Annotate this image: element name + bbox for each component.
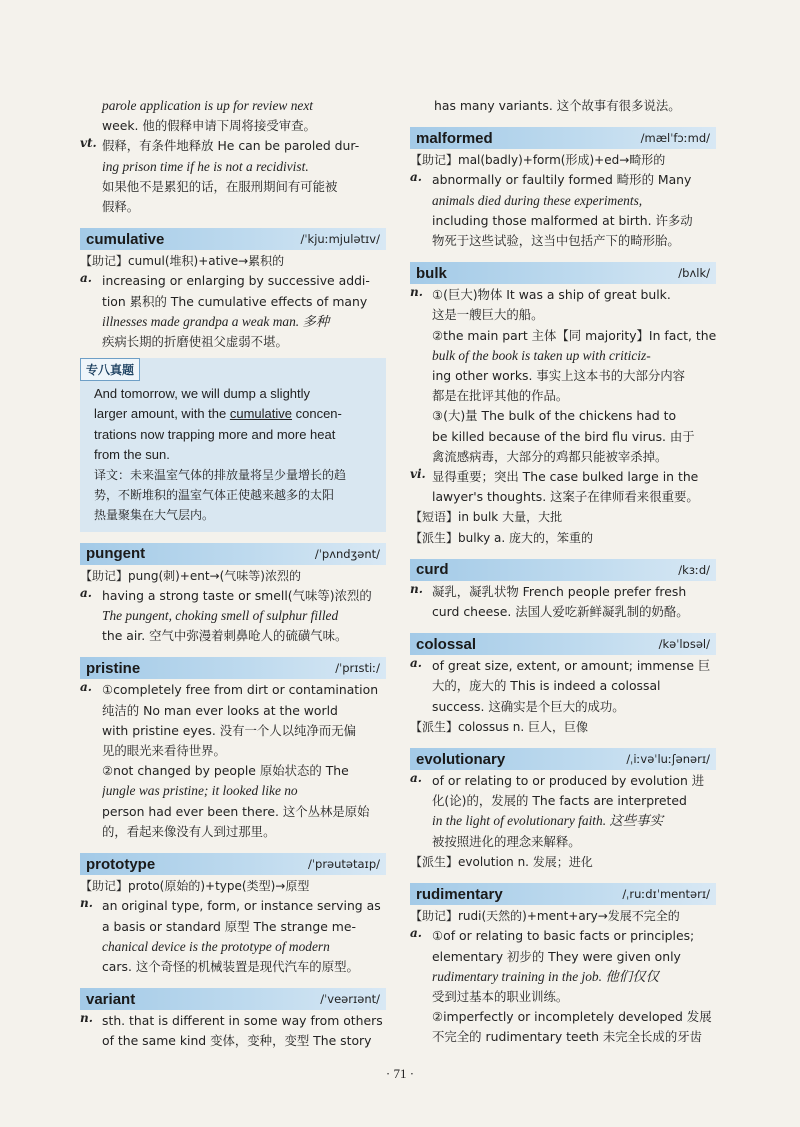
headword: cumulative	[86, 230, 165, 248]
phonetic: /ˈkjuːmjulətɪv/	[300, 232, 380, 247]
definition-line: 大的，庞大的 This is indeed a colossal	[432, 678, 661, 694]
definition-line: illnesses made grandpa a weak man. 多种	[102, 313, 330, 329]
definition-line: 化(论)的，发展的 The facts are interpreted	[432, 793, 687, 809]
left-column	[80, 96, 386, 1052]
definition-line: 假释，有条件地释放 He can be paroled dur-	[102, 138, 360, 154]
definition-line: ②imperfectly or incompletely developed 发展	[432, 1009, 712, 1025]
pos-label: n.	[410, 581, 423, 596]
sense	[80, 680, 386, 842]
definition-line: of the same kind 变体，变种，变型 The story	[102, 1033, 372, 1049]
headword: pristine	[86, 659, 141, 677]
translation-line: 译文：未来温室气体的排放量将呈少量增长的趋	[94, 468, 347, 483]
mnemonic: 【助记】rudi(天然的)+ment+ary→发展不完全的	[410, 909, 680, 924]
headword: variant	[86, 990, 136, 1008]
phonetic: /ˌruːdɪˈmentərɪ/	[622, 887, 710, 902]
pos-label: n.	[80, 1011, 93, 1026]
exam-text: larger amount, with the	[94, 406, 230, 422]
right-column	[410, 96, 716, 1048]
pos-label: a.	[80, 585, 92, 600]
definition-line: 的，看起来像没有人到过那里。	[102, 823, 276, 839]
definition-line: 见的眼光来看待世界。	[102, 743, 226, 759]
exam-label: 专八真题	[80, 358, 140, 381]
sense	[80, 896, 386, 977]
entry-header-colossal	[410, 633, 716, 655]
definition-line: 纯洁的 No man ever looks at the world	[102, 702, 338, 718]
page-number: · 71 ·	[385, 1066, 415, 1081]
entry-header-pungent	[80, 543, 386, 565]
sense	[410, 926, 716, 1047]
definition-line: ①(巨大)物体 It was a ship of great bulk.	[432, 287, 671, 303]
definition-line: person had ever been there. 这个丛林是原始	[102, 803, 370, 819]
definition-line: having a strong taste or smell(气味等)浓烈的	[102, 587, 372, 603]
highlighted-word: cumulative	[229, 406, 292, 422]
phonetic: /ˌiːvəˈluːʃənərɪ/	[626, 752, 710, 767]
definition-line: 疾病长期的折磨使祖父虚弱不堪。	[102, 334, 288, 350]
sense-noun	[410, 285, 716, 467]
translation-line: 势，不断堆积的温室气体正使越来越多的太阳	[94, 488, 335, 503]
definition-line: 不完全的 rudimentary teeth 未完全长成的牙齿	[432, 1029, 702, 1045]
definition-line: 禽流感病毒，大部分的鸡都只能被宰杀掉。	[432, 448, 668, 464]
mnemonic: 【助记】pung(刺)+ent→(气味等)浓烈的	[80, 568, 301, 583]
definition-line: chanical device is the prototype of modern	[102, 938, 330, 954]
mnemonic: 【助记】proto(原始的)+type(类型)→原型	[80, 879, 310, 894]
sense	[410, 656, 716, 717]
pos-label: a.	[80, 680, 92, 695]
definition-line: 都是在批评其他的作品。	[432, 388, 569, 404]
definition-line: animals died during these experiments,	[432, 192, 643, 208]
headword: bulk	[416, 264, 447, 282]
definition-line: bulk of the book is taken up with criticiz-	[432, 347, 651, 363]
exam-box	[80, 358, 386, 531]
definition-line: the air. 空气中弥漫着刺鼻呛人的硫磺气味。	[102, 628, 348, 644]
headword: colossal	[416, 635, 477, 653]
sense	[410, 582, 716, 622]
pos-label: vt.	[80, 136, 97, 151]
definition-line: 这是一艘巨大的船。	[432, 307, 544, 323]
definition-line: cars. 这个奇怪的机械装置是现代汽车的原型。	[102, 958, 359, 974]
definition-line: 受到过基本的职业训练。	[432, 988, 569, 1004]
sense	[80, 1011, 386, 1051]
definition-line: of or relating to or produced by evolution 进	[432, 773, 705, 789]
definition-line: abnormally or faultily formed 畸形的 Many	[432, 172, 692, 188]
definition-line: 凝乳，凝乳状物 French people prefer fresh	[432, 583, 687, 599]
definition-line: an original type, form, or instance serving as	[102, 898, 381, 914]
phonetic: /kɜːd/	[678, 562, 710, 577]
sense	[80, 271, 386, 352]
translation-line: 热量聚集在大气层内。	[94, 508, 215, 523]
definition-line: increasing or enlarging by successive addi-	[102, 273, 370, 289]
derivative: 【派生】evolution n. 发展；进化	[410, 854, 593, 869]
definition-line: elementary 初步的 They were given only	[432, 948, 681, 964]
definition-line: 假释。	[102, 199, 140, 215]
exam-line: from the sun.	[94, 446, 170, 462]
phonetic: /ˈprəutətaɪp/	[307, 857, 380, 872]
definition-line: in the light of evolutionary faith. 这些事实	[432, 813, 663, 829]
pos-label: vi.	[410, 467, 426, 482]
definition-line: 显得重要；突出 The case bulked large in the	[432, 469, 699, 485]
entry-header-curd	[410, 559, 716, 581]
headword: curd	[416, 561, 449, 579]
example-line: parole application is up for review next	[102, 98, 313, 113]
definition-line: jungle was pristine; it looked like no	[102, 783, 298, 799]
headword: evolutionary	[416, 750, 506, 768]
derivative: 【派生】colossus n. 巨人，巨像	[410, 719, 589, 734]
definition-line: The pungent, choking smell of sulphur filled	[102, 608, 339, 624]
example-line: has many variants. 这个故事有很多说法。	[434, 98, 681, 113]
definition-line: ing prison time if he is not a recidivist.	[102, 158, 309, 174]
entry-header-malformed	[410, 127, 716, 149]
definition-line: ①completely free from dirt or contamination	[102, 682, 379, 698]
example-line: week. 他的假释申请下周将接受审查。	[102, 118, 316, 134]
phonetic: /ˈprɪstiː/	[335, 661, 380, 676]
definition-line: sth. that is different in some way from others	[102, 1013, 383, 1029]
headword: rudimentary	[416, 885, 503, 903]
entry-header-rudimentary	[410, 883, 716, 905]
definition-line: ②the main part 主体【同 majority】In fact, the	[432, 327, 717, 343]
definition-line: a basis or standard 原型 The strange me-	[102, 918, 356, 934]
entry-header-bulk	[410, 262, 716, 284]
entry-header-cumulative	[80, 228, 386, 250]
sense-verb	[410, 467, 716, 507]
sense	[80, 586, 386, 647]
mnemonic: 【助记】cumul(堆积)+ative→累积的	[80, 254, 285, 269]
phonetic: /ˈveərɪənt/	[320, 992, 380, 1007]
definition-line: ing other works. 事实上这本书的大部分内容	[432, 368, 686, 384]
pos-label: a.	[80, 271, 92, 286]
definition-line: of great size, extent, or amount; immense 巨	[432, 658, 711, 674]
exam-line: And tomorrow, we will dump a slightly	[94, 386, 311, 402]
exam-line	[94, 404, 378, 424]
sense	[410, 170, 716, 251]
definition-line: 被按照进化的理念来解释。	[432, 833, 581, 849]
pos-label: n.	[80, 896, 93, 911]
definition-line: ①of or relating to basic facts or principles;	[432, 928, 695, 944]
pos-label: a.	[410, 170, 422, 185]
mnemonic: 【助记】mal(badly)+form(形成)+ed→畸形的	[410, 153, 666, 168]
phonetic: /bʌlk/	[678, 266, 710, 281]
definition-line: with pristine eyes. 没有一个人以纯净而无偏	[102, 722, 357, 738]
pos-label: a.	[410, 926, 422, 941]
definition-line: 物死于这些试验，这当中包括产下的畸形胎。	[432, 233, 680, 249]
definition-line: rudimentary training in the job. 他们仅仅	[432, 968, 659, 984]
headword: pungent	[86, 545, 146, 563]
definition-line: ③(大)量 The bulk of the chickens had to	[432, 408, 677, 424]
entry-header-evolutionary	[410, 748, 716, 770]
exam-line: trations now trapping more and more heat	[94, 426, 336, 442]
exam-text: concen-	[292, 406, 342, 422]
entry-header-prototype	[80, 853, 386, 875]
derivative: 【派生】bulky a. 庞大的，笨重的	[410, 530, 593, 545]
pos-label: a.	[410, 656, 422, 671]
definition-line: including those malformed at birth. 许多动	[432, 212, 693, 228]
entry-header-variant	[80, 988, 386, 1010]
phonetic: /kəˈlɒsəl/	[658, 637, 710, 652]
pos-label: a.	[410, 771, 422, 786]
definition-line: tion 累积的 The cumulative effects of many	[102, 293, 368, 309]
entry-header-pristine	[80, 657, 386, 679]
headword: malformed	[416, 129, 493, 147]
definition-line: 如果他不是累犯的话，在服刑期间有可能被	[102, 178, 338, 194]
definition-line: ②not changed by people 原始状态的 The	[102, 763, 349, 779]
phonetic: /ˈpʌndʒənt/	[314, 546, 380, 561]
pos-label: n.	[410, 285, 423, 300]
definition-line: lawyer's thoughts. 这案子在律师看来很重要。	[432, 489, 699, 505]
headword: prototype	[86, 855, 156, 873]
phrase: 【短语】in bulk 大量，大批	[410, 510, 563, 525]
sense	[410, 771, 716, 852]
definition-line: be killed because of the bird flu virus. 由于	[432, 428, 695, 444]
phonetic: /mælˈfɔːmd/	[640, 131, 710, 146]
definition-line: success. 这确实是个巨大的成功。	[432, 698, 625, 714]
definition-line: curd cheese. 法国人爱吃新鲜凝乳制的奶酪。	[432, 604, 689, 620]
sense-vt	[80, 136, 386, 217]
